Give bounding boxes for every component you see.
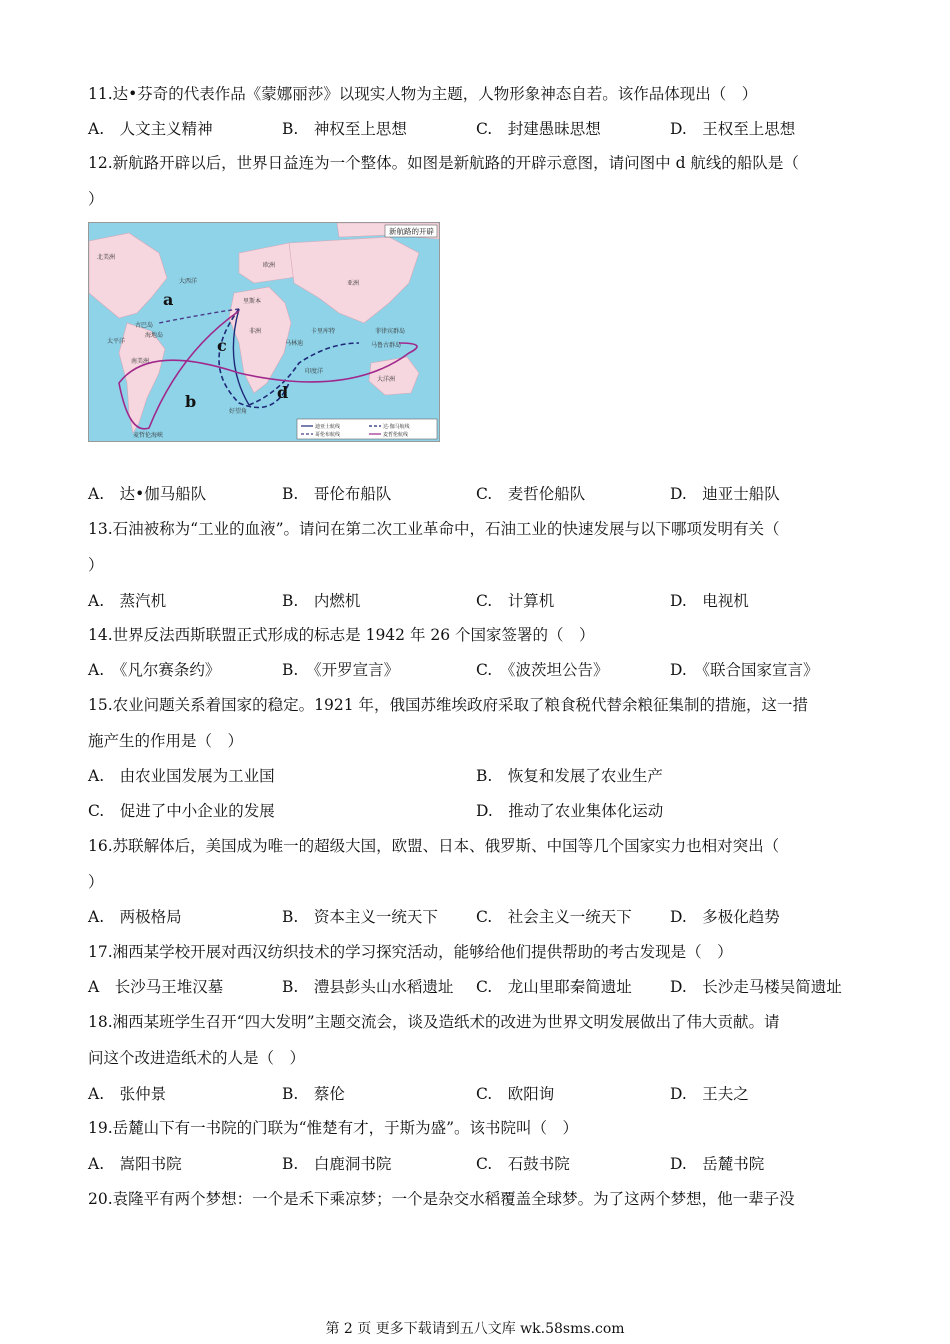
q14-option-b: B. 《开罗宣言》 <box>282 661 400 679</box>
q11-option-a: A. 人文主义精神 <box>88 120 213 138</box>
q16-option-b: B. 资本主义一统天下 <box>282 908 438 926</box>
q16-option-a: A. 两极格局 <box>88 908 182 926</box>
q19-option-d: D. 岳麓书院 <box>670 1155 765 1173</box>
q18-option-c: C. 欧阳询 <box>476 1085 555 1103</box>
question-11: 11.达•芬奇的代表作品《蒙娜丽莎》以现实人物为主题，人物形象神态自若。该作品体现出（ ） <box>88 85 758 103</box>
question-18: 18.湘西某班学生召开“四大发明”主题交流会，谈及造纸术的改进为世界文明发展做出了伟大贡献。请 <box>88 1013 780 1031</box>
label-north-america: 北美洲 <box>97 254 116 261</box>
q19-option-b: B. 白鹿洞书院 <box>282 1155 392 1173</box>
label-hispaniola: 海地岛 <box>145 332 164 339</box>
label-philippines: 菲律宾群岛 <box>375 328 406 335</box>
legend-columbus: 哥伦布航线 <box>315 432 341 438</box>
q13-option-c: C. 计算机 <box>476 592 555 610</box>
q12-option-b: B. 哥伦布船队 <box>282 485 392 503</box>
q15-option-c: C. 促进了中小企业的发展 <box>88 802 275 820</box>
q17-option-c: C. 龙山里耶秦简遗址 <box>476 978 632 996</box>
label-africa: 非洲 <box>249 328 262 335</box>
q18-option-d: D. 王夫之 <box>670 1085 749 1103</box>
label-atlantic: 大西洋 <box>179 278 198 285</box>
q19-option-a: A. 嵩阳书院 <box>88 1155 182 1173</box>
route-label-d: d <box>277 383 289 402</box>
label-oceania: 大洋洲 <box>377 376 396 383</box>
q17-option-a: A 长沙马王堆汉墓 <box>88 978 224 996</box>
label-lisbon: 里斯本 <box>243 298 262 305</box>
q19-option-c: C. 石鼓书院 <box>476 1155 570 1173</box>
q14-option-a: A. 《凡尔赛条约》 <box>88 661 221 679</box>
q15-option-a: A. 由农业国发展为工业国 <box>88 767 275 785</box>
q11-option-d: D. 王权至上思想 <box>670 120 796 138</box>
question-18-cont: 问这个改进造纸术的人是（ ） <box>88 1049 306 1067</box>
legend-da-gama: 达·伽马航线 <box>383 424 410 430</box>
q12-option-d: D. 迪亚士船队 <box>670 485 780 503</box>
route-label-a: a <box>163 290 174 309</box>
new-routes-map <box>88 222 440 442</box>
label-cape-good-hope: 好望角 <box>229 408 248 415</box>
q16-option-c: C. 社会主义一统天下 <box>476 908 632 926</box>
q18-option-a: A. 张仲景 <box>88 1085 167 1103</box>
q16-option-d: D. 多极化趋势 <box>670 908 780 926</box>
q17-option-d: D. 长沙走马楼吴简遗址 <box>670 978 842 996</box>
label-europe: 欧洲 <box>263 262 276 269</box>
q13-option-a: A. 蒸汽机 <box>88 592 167 610</box>
q15-option-d: D. 推动了农业集体化运动 <box>476 802 664 820</box>
question-15: 15.农业问题关系着国家的稳定。1921 年，俄国苏维埃政府采取了粮食税代替余粮征集制的措施，这一措 <box>88 696 809 714</box>
question-14: 14.世界反法西斯联盟正式形成的标志是 1942 年 26 个国家签署的（ ） <box>88 626 595 644</box>
label-pacific: 太平洋 <box>107 338 126 345</box>
label-asia: 亚洲 <box>347 280 360 287</box>
map-title: 新航路的开辟 <box>389 227 434 236</box>
label-moluccas: 马鲁古群岛 <box>371 342 402 349</box>
label-cuba: 古巴岛 <box>135 322 154 329</box>
q18-option-b: B. 蔡伦 <box>282 1085 345 1103</box>
q12-option-a: A. 达•伽马船队 <box>88 485 207 503</box>
question-16-cont: ） <box>88 873 104 891</box>
label-magellan-strait: 麦哲伦海峡 <box>133 432 164 439</box>
question-17: 17.湘西某学校开展对西汉纺织技术的学习探究活动，能够给他们提供帮助的考古发现是（ ） <box>88 943 733 961</box>
q12-option-c: C. 麦哲伦船队 <box>476 485 586 503</box>
question-20: 20.袁隆平有两个梦想：一个是禾下乘凉梦；一个是杂交水稻覆盖全球梦。为了这两个梦想，他一辈子没 <box>88 1190 795 1208</box>
question-19: 19.岳麓山下有一书院的门联为“惟楚有才，于斯为盛”。该书院叫（ ） <box>88 1119 579 1137</box>
route-label-c: c <box>217 336 227 355</box>
q11-option-b: B. 神权至上思想 <box>282 120 407 138</box>
q17-option-b: B. 澧县彭头山水稻遗址 <box>282 978 454 996</box>
label-south-america: 南美洲 <box>131 358 150 365</box>
question-15-cont: 施产生的作用是（ ） <box>88 732 244 750</box>
q13-option-b: B. 内燃机 <box>282 592 361 610</box>
q11-option-c: C. 封建愚昧思想 <box>476 120 601 138</box>
question-12: 12.新航路开辟以后，世界日益连为一个整体。如图是新航路的开辟示意图，请问图中 d 航线的船队是（ <box>88 154 799 172</box>
question-12-cont: ） <box>88 190 104 208</box>
question-13-cont: ） <box>88 556 104 574</box>
question-13: 13.石油被称为“工业的血液”。请问在第二次工业革命中，石油工业的快速发展与以下哪项发明有关（ <box>88 520 780 538</box>
legend-magellan: 麦哲伦航线 <box>383 432 409 438</box>
page-footer: 第 2 页 更多下载请到五八文库 wk.58sms.com <box>325 1321 625 1337</box>
label-malindi: 马林迪 <box>285 340 304 347</box>
label-calicut: 卡里库特 <box>311 328 336 335</box>
q14-option-c: C. 《波茨坦公告》 <box>476 661 609 679</box>
label-indian-ocean: 印度洋 <box>305 368 324 375</box>
q15-option-b: B. 恢复和发展了农业生产 <box>476 767 663 785</box>
route-label-b: b <box>185 392 197 411</box>
q13-option-d: D. 电视机 <box>670 592 749 610</box>
question-16: 16.苏联解体后，美国成为唯一的超级大国，欧盟、日本、俄罗斯、中国等几个国家实力也相对突出（ <box>88 837 780 855</box>
q14-option-d: D. 《联合国家宣言》 <box>670 661 819 679</box>
legend-dias: 迪亚士航线 <box>315 424 341 430</box>
